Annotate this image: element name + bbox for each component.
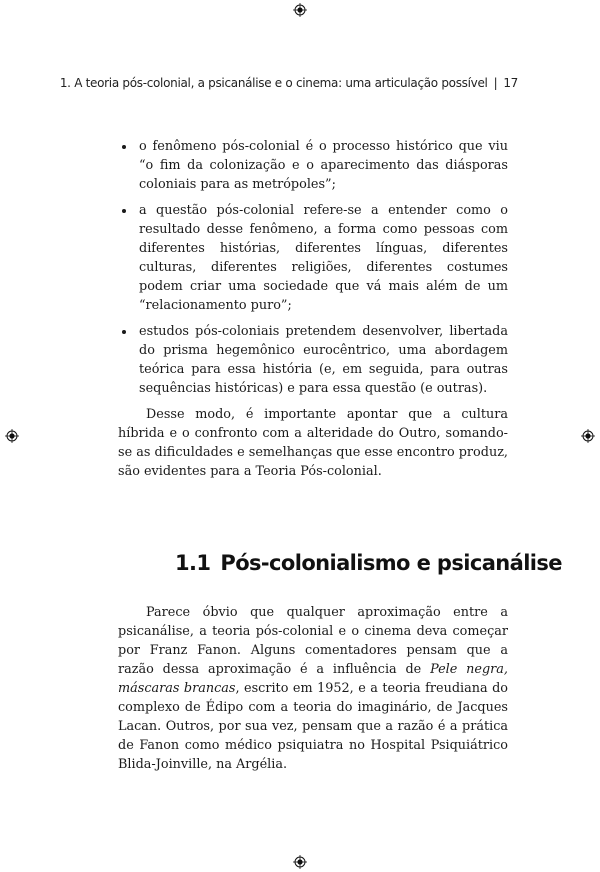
bullet-icon	[122, 209, 126, 213]
section-title: Pós-colonialismo e psicanálise	[220, 551, 562, 575]
paragraph-text: Parece óbvio que qualquer aproximação entre a psicanálise, a teoria pós-colonial e o cinema deva começar por Franz Fanon. Alguns comentadores pensam que a razão dessa aproximação é a influência de	[118, 605, 508, 677]
paragraph-text: , escrito em 1952, e a teoria freudiana do complexo de Édipo com a teoria do imaginário, de Jacques Lacan. Outros, por sua vez, pensam que a razão é a prática de Fanon como médico psiquiatra no Hospital Psiquiátrico Blida-Joinville, na Argélia.	[118, 681, 508, 772]
registration-mark-icon	[293, 855, 307, 869]
bullet-list-block	[118, 137, 508, 405]
paragraph: Desse modo, é importante apontar que a cultura híbrida e o confronto com a alteridade do Outro, somando-se as dificuldades e semelhanças que esse encontro produz, são evidentes para a Teoria Pós-colonial.	[118, 407, 508, 479]
running-header-separator: |	[493, 76, 498, 90]
list-item-text: estudos pós-coloniais pretendem desenvolver, libertada do prisma hegemônico eurocêntrico, uma abordagem teórica para essa história (e, em seguida, para outras sequências históricas) e para essa questão (e outras).	[139, 324, 508, 396]
running-header-title: 1. A teoria pós-colonial, a psicanálise e o cinema: uma articulação possível	[59, 76, 488, 90]
list-item	[118, 322, 508, 398]
bullet-list	[118, 137, 508, 398]
page-number: 17	[503, 76, 518, 90]
registration-mark-icon	[581, 429, 595, 443]
section-heading	[175, 551, 562, 575]
section-number: 1.1	[175, 551, 211, 575]
paragraph	[118, 603, 508, 774]
registration-mark-icon	[5, 429, 19, 443]
bullet-icon	[122, 330, 126, 334]
list-item	[118, 201, 508, 315]
running-header	[60, 76, 518, 90]
bullet-icon	[122, 145, 126, 149]
list-item	[118, 137, 508, 194]
paragraph-block	[118, 405, 508, 481]
list-item-text: a questão pós-colonial refere-se a entender como o resultado desse fenômeno, a forma como pessoas com diferentes histórias, diferentes línguas, diferentes culturas, diferentes religiões, diferentes costumes podem criar uma sociedade que vá mais além de um “relacionamento puro”;	[139, 203, 508, 313]
paragraph-block	[118, 603, 508, 774]
registration-mark-icon	[293, 3, 307, 17]
list-item-text: o fenômeno pós-colonial é o processo histórico que viu “o fim da colonização e o aparecimento das diásporas coloniais para as metrópoles”;	[139, 139, 508, 192]
book-title: Pele negra, máscaras brancas	[118, 662, 508, 696]
